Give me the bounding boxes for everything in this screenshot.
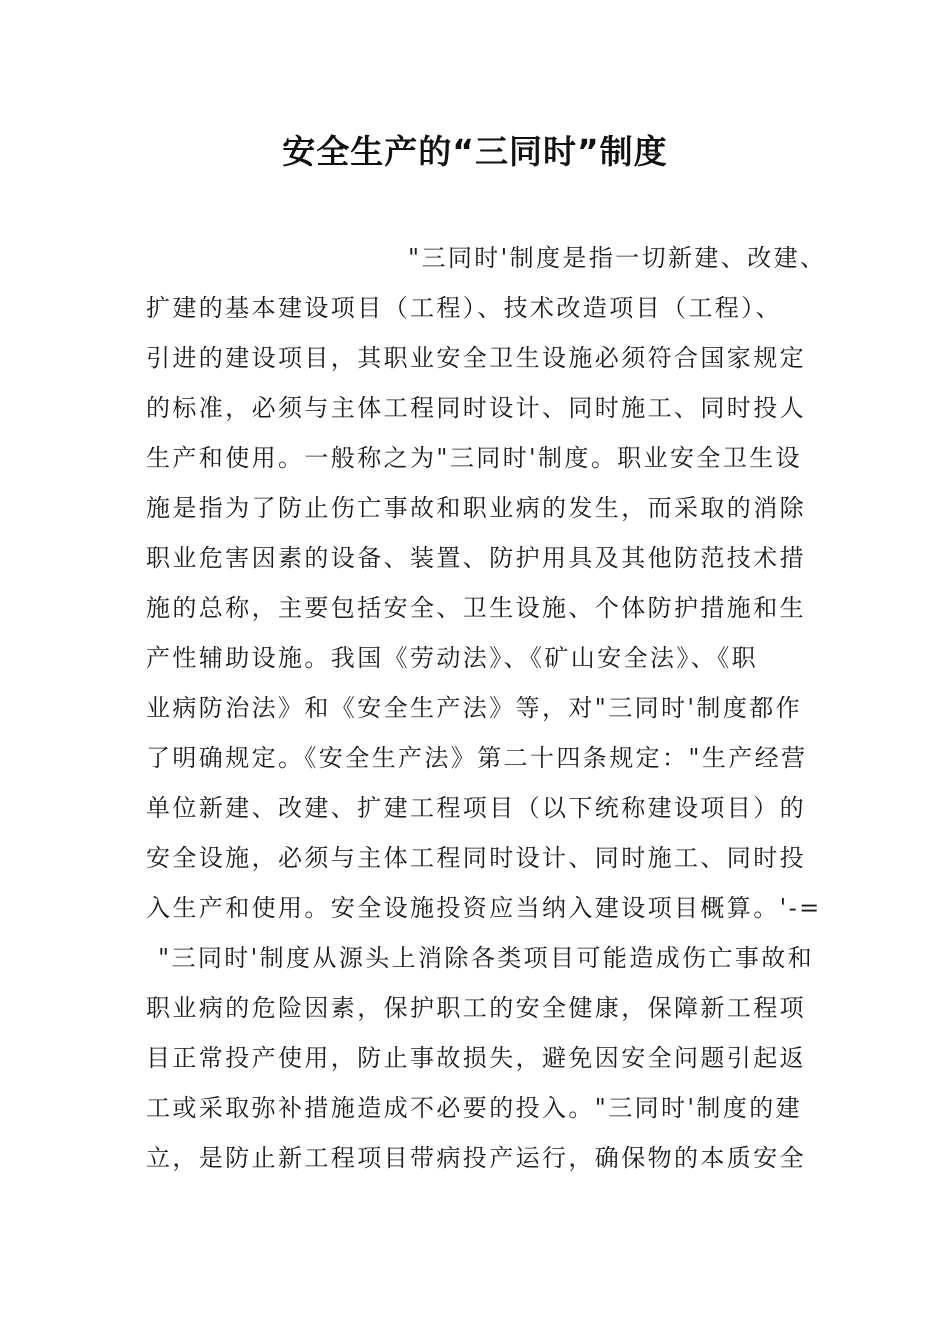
text-line: 目正常投产使用，防止事故损失，避免因安全问题引起返 — [146, 1044, 806, 1072]
text-line: 生产和使用。一般称之为"三同时'制度。职业安全卫生设 — [146, 444, 803, 472]
document-title: 安全生产的“三同时”制度 — [282, 132, 668, 171]
text-line: 职业病的危险因素，保护职工的安全健康，保障新工程项 — [146, 994, 806, 1022]
text-line: 入生产和使用。安全设施投资应当纳入建设项目概算。'-= — [146, 894, 822, 922]
text-line: 了明确规定。《安全生产法》第二十四条规定："生产经营 — [146, 744, 808, 772]
text-line: 立，是防止新工程项目带病投产运行，确保物的本质安全 — [146, 1144, 806, 1172]
text-line: 业病防治法》和《安全生产法》等，对"三同时'制度都作 — [146, 694, 803, 722]
text-line: 职业危害因素的设备、装置、防护用具及其他防范技术措 — [146, 544, 806, 572]
text-line: 扩建的基本建设项目（工程）、技术改造项目（工程）、 — [146, 294, 782, 322]
text-line: 的标准，必须与主体工程同时设计、同时施工、同时投人 — [146, 394, 806, 422]
text-line: "三同时'制度从源头上消除各类项目可能造成伤亡事故和 — [158, 944, 815, 972]
text-line: "三同时'制度是指一切新建、改建、 — [408, 244, 827, 272]
text-line: 施的总称，主要包括安全、卫生设施、个体防护措施和生 — [146, 594, 806, 622]
text-line: 产性辅助设施。我国《劳动法》、《矿山安全法》、《职 — [146, 644, 758, 672]
document-body — [146, 233, 826, 1183]
text-line: 安全设施，必须与主体工程同时设计、同时施工、同时投 — [146, 844, 806, 872]
text-line: 引进的建设项目，其职业安全卫生设施必须符合国家规定 — [146, 344, 806, 372]
text-line: 单位新建、改建、扩建工程项目（以下统称建设项目）的 — [146, 794, 806, 822]
text-line: 施是指为了防止伤亡事故和职业病的发生，而采取的消除 — [146, 494, 806, 522]
text-line: 工或采取弥补措施造成不必要的投入。"三同时'制度的建 — [146, 1094, 803, 1122]
